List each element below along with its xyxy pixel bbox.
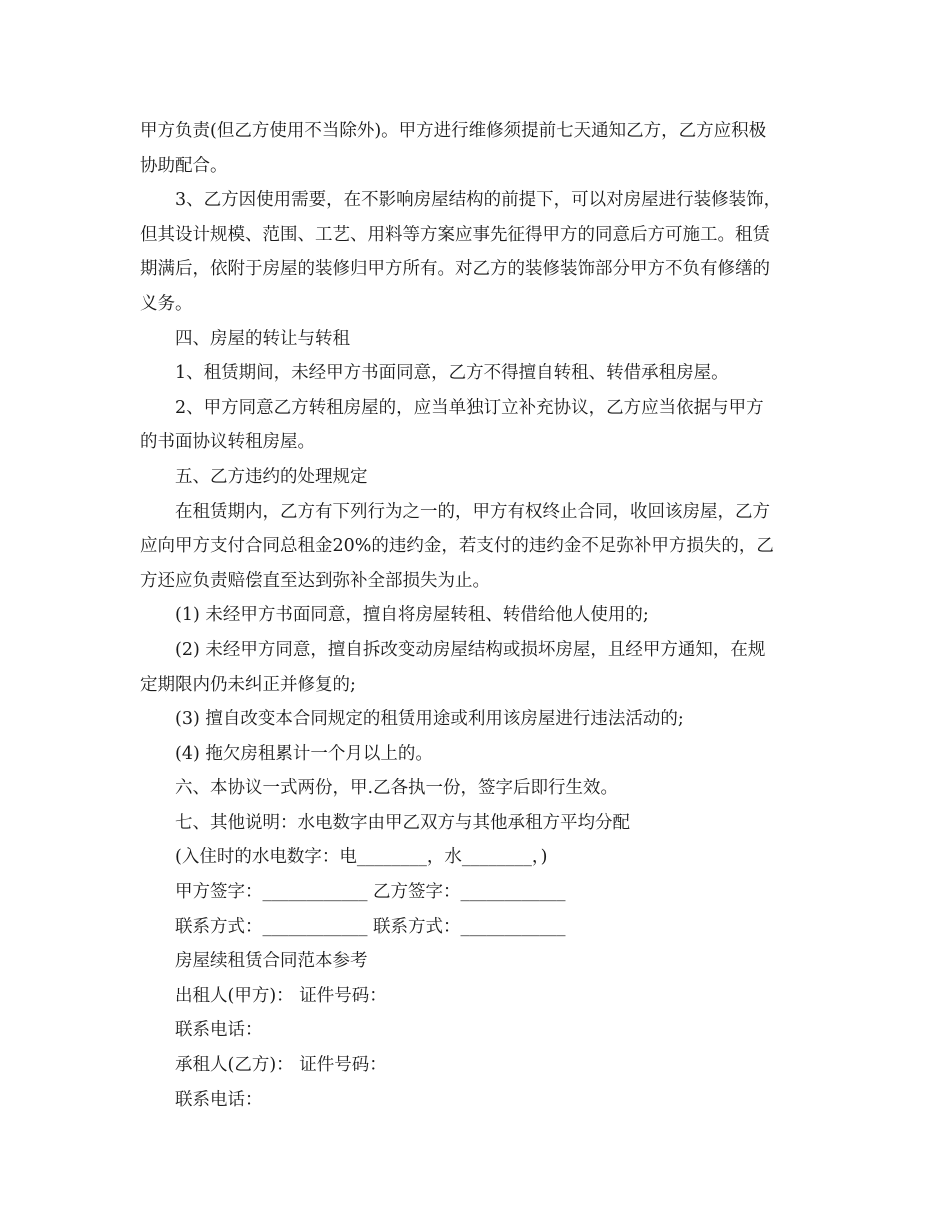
text-line: 但其设计规模、范围、工艺、用料等方案应事先征得甲方的同意后方可施工。租赁 <box>140 224 770 245</box>
text-line: 应向甲方支付合同总租金20%的违约金，若支付的违约金不足弥补甲方损失的，乙 <box>140 536 774 557</box>
text-line: 1、租赁期间，未经甲方书面同意，乙方不得擅自转租、转借承租房屋。 <box>175 363 729 384</box>
text-line: 的书面协议转租房屋。 <box>140 432 315 453</box>
text-line: 甲方签字：____________ 乙方签字：____________ <box>175 882 566 903</box>
text-line: 期满后，依附于房屋的装修归甲方所有。对乙方的装修装饰部分甲方不负有修缮的 <box>140 259 770 280</box>
text-line: 义务。 <box>140 293 193 314</box>
text-line: 承租人(乙方)： 证件号码： <box>175 1055 387 1076</box>
text-line: 协助配合。 <box>140 155 228 176</box>
document-body <box>140 114 820 1117</box>
text-line: 2、甲方同意乙方转租房屋的，应当单独订立补充协议，乙方应当依据与甲方 <box>175 397 764 418</box>
text-line: 联系电话： <box>175 1089 263 1110</box>
text-line: 四、房屋的转让与转租 <box>175 328 350 349</box>
text-line: 七、其他说明：水电数字由甲乙双方与其他承租方平均分配 <box>175 812 630 833</box>
text-line: (4) 拖欠房租累计一个月以上的。 <box>175 743 433 764</box>
text-line: 六、本协议一式两份，甲.乙各执一份，签字后即行生效。 <box>175 778 619 799</box>
text-line: 甲方负责(但乙方使用不当除外)。甲方进行维修须提前七天通知乙方，乙方应积极 <box>140 121 767 141</box>
text-line: 方还应负责赔偿直至达到弥补全部损失为止。 <box>140 570 490 591</box>
text-line: (1) 未经甲方书面同意，擅自将房屋转租、转借给他人使用的; <box>175 605 649 626</box>
text-line: (入住时的水电数字：电________，水________，) <box>175 847 548 868</box>
text-line: 在租赁期内，乙方有下列行为之一的，甲方有权终止合同，收回该房屋，乙方 <box>175 501 770 522</box>
text-line: (3) 擅自改变本合同规定的租赁用途或利用该房屋进行违法活动的; <box>175 709 684 730</box>
text-line: 五、乙方违约的处理规定 <box>175 466 368 487</box>
text-line: 3、乙方因使用需要，在不影响房屋结构的前提下，可以对房屋进行装修装饰， <box>175 190 782 211</box>
document-page <box>140 114 820 1117</box>
text-line: 出租人(甲方)： 证件号码： <box>175 985 387 1006</box>
text-line: 定期限内仍未纠正并修复的; <box>140 674 356 695</box>
text-line: 联系方式：____________ 联系方式：____________ <box>175 916 566 937</box>
text-line: (2) 未经甲方同意，擅自拆改变动房屋结构或损坏房屋，且经甲方通知，在规 <box>175 639 766 660</box>
text-line: 联系电话： <box>175 1020 263 1041</box>
text-line: 房屋续租赁合同范本参考 <box>175 951 368 972</box>
